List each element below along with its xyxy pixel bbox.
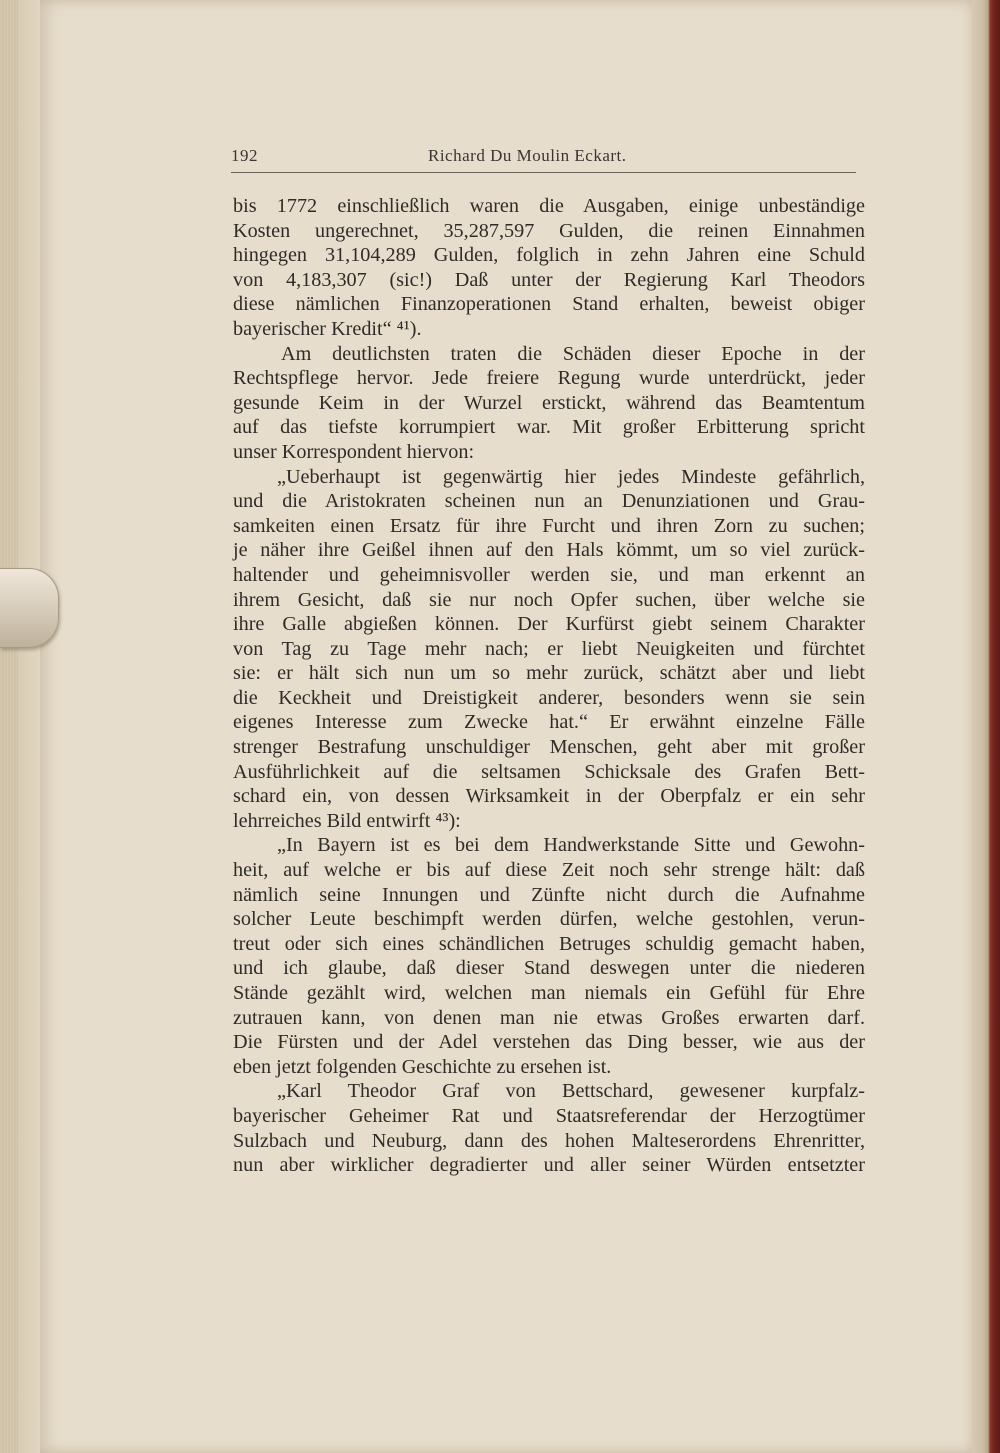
text-line: gesunde Keim in der Wurzel erstickt, während das Beamtentum (233, 391, 865, 414)
text-line: je näher ihre Geißel ihnen auf den Hals kömmt, um so viel zurück- (233, 539, 865, 562)
text-line: bayerischer Geheimer Rat und Staatsreferendar der Herzogtümer (233, 1104, 865, 1127)
text-line: Stände gezählt wird, welchen man niemals ein Gefühl für Ehre (233, 982, 865, 1004)
text-line: strenger Bestrafung unschuldiger Menschen, geht aber mit großer (233, 736, 865, 759)
page-clip (0, 568, 59, 648)
page-number: 192 (231, 146, 258, 165)
text-line: „Karl Theodor Graf von Bettschard, gewesener kurpfalz- (277, 1080, 865, 1103)
text-line: von 4,183,307 (sic!) Daß unter der Regierung Karl Theodors (233, 268, 865, 291)
text-line: eigenes Interesse zum Zwecke hat.“ Er erwähnt einzelne Fälle (233, 711, 865, 734)
page-stack-edge (0, 0, 18, 1453)
text-line: bis 1772 einschließlich waren die Ausgaben, einige unbeständige (233, 195, 865, 217)
text-line: „Ueberhaupt ist gegenwärtig hier jedes Mindeste gefährlich, (277, 465, 865, 488)
text-line: sie: er hält sich nun um so mehr zurück, schätzt aber und liebt (233, 662, 865, 685)
text-line: von Tag zu Tage mehr nach; er liebt Neuigkeiten und fürchtet (233, 637, 865, 660)
text-line: nun aber wirklicher degradierter und aller seiner Würden entsetzter (233, 1154, 865, 1177)
text-line: und ich glaube, daß dieser Stand deswegen unter die niederen (233, 957, 865, 980)
text-line: Die Fürsten und der Adel verstehen das Ding besser, wie aus der (233, 1031, 865, 1054)
text-line: ihre Galle abgießen können. Der Kurfürst giebt seinem Charakter (233, 613, 865, 636)
text-line: heit, auf welche er bis auf diese Zeit noch sehr strenge hält: daß (233, 859, 865, 882)
text-line: unser Korrespondent hiervon: (233, 440, 475, 463)
text-line: Kosten ungerechnet, 35,287,597 Gulden, die reinen Einnahmen (233, 219, 865, 242)
text-line: nämlich seine Innungen und Zünfte nicht durch die Aufnahme (233, 883, 865, 906)
text-line: und die Aristokraten scheinen nun an Denunziationen und Grau- (233, 490, 865, 513)
text-line: schard ein, von dessen Wirksamkeit in der Oberpfalz er ein sehr (233, 785, 865, 808)
text-line: samkeiten einen Ersatz für ihre Furcht und ihren Zorn zu suchen; (233, 514, 865, 537)
text-line: auf das tiefste korrumpiert war. Mit großer Erbitterung spricht (233, 416, 865, 439)
text-line: treut oder sich eines schändlichen Betruges schuldig gemacht haben, (233, 932, 865, 955)
text-line: zutrauen kann, von denen man nie etwas Großes erwarten darf. (233, 1006, 865, 1029)
text-line: Am deutlichsten traten die Schäden dieser Epoche in der (281, 342, 865, 365)
text-line: Ausführlichkeit auf die seltsamen Schicksale des Grafen Bett- (233, 760, 865, 783)
running-head: Richard Du Moulin Eckart. (428, 146, 627, 165)
text-line: ihrem Gesicht, daß sie nur noch Opfer suchen, über welche sie (233, 588, 865, 611)
text-line: bayerischer Kredit“ ⁴¹). (233, 317, 422, 340)
text-line: haltender und geheimnisvoller werden sie, und man erkennt an (233, 563, 865, 586)
text-line: Sulzbach und Neuburg, dann des hohen Malteserordens Ehrenritter, (233, 1129, 865, 1152)
text-line: die Keckheit und Dreistigkeit anderer, besonders wenn sie sein (233, 686, 865, 709)
book-cover-edge (972, 0, 1000, 1453)
body-text (233, 194, 865, 1178)
text-line: eben jetzt folgenden Geschichte zu ersehen ist. (233, 1055, 612, 1078)
text-line: lehrreiches Bild entwirft ⁴³): (233, 809, 461, 832)
text-line: diese nämlichen Finanzoperationen Stand erhalten, beweist obiger (233, 293, 865, 316)
text-line: hingegen 31,104,289 Gulden, folglich in zehn Jahren eine Schuld (233, 244, 865, 267)
text-line: solcher Leute beschimpft werden dürfen, welche gestohlen, verun- (233, 908, 865, 931)
page-header (231, 146, 856, 173)
text-line: Rechtspflege hervor. Jede freiere Regung wurde unterdrückt, jeder (233, 367, 865, 390)
text-line: „In Bayern ist es bei dem Handwerkstande Sitte und Gewohn- (277, 834, 865, 857)
